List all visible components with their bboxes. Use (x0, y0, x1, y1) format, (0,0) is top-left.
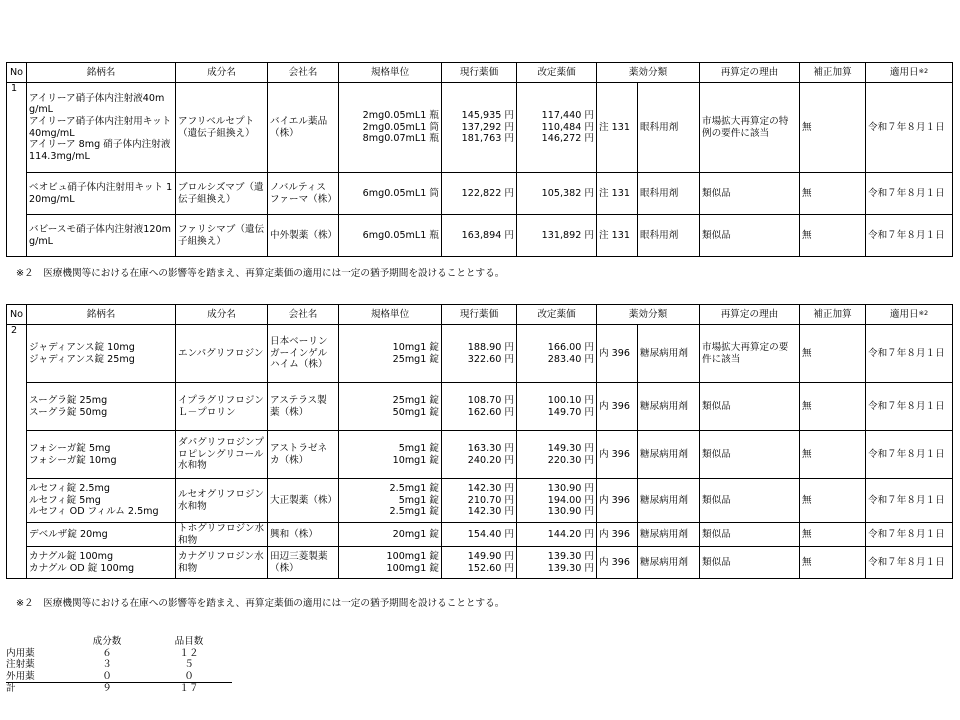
current-price-line: 122,822 円 (461, 187, 514, 199)
revised-price-line: 283.40 円 (547, 353, 594, 365)
unit-cell (339, 215, 442, 257)
revised-price-line: 220.30 円 (547, 454, 594, 466)
price-revision-table-injections (6, 62, 953, 257)
unit-line: 6mg0.05mL1 筒 (362, 187, 439, 199)
addition-cell: 無 (800, 431, 866, 479)
col-header-reason: 再算定の理由 (700, 305, 800, 325)
addition-cell: 無 (800, 547, 866, 579)
summary-header-items: 品目数 (174, 636, 204, 647)
table-row (7, 83, 953, 173)
ingredient-cell: ブロルシズマブ（遺伝子組換え） (176, 173, 268, 215)
unit-line: 8mg0.07mL1 瓶 (362, 133, 439, 145)
row-number: 1 (7, 83, 27, 257)
col-header-date (866, 305, 953, 325)
footnote-2: ※２ 医療機関等における在庫への影響等を踏まえ、再算定薬価の適用には一定の猶予期間を設けることとする。 (16, 598, 505, 609)
revised-price-cell (517, 431, 597, 479)
brand-name-cell: スーグラ錠 25mg スーグラ錠 50mg (27, 383, 176, 431)
current-price-line: 152.60 円 (467, 562, 514, 574)
summary-total-items: １７ (146, 683, 232, 695)
col-header-company: 会社名 (268, 63, 339, 83)
date-header-footnote: ※2 (918, 308, 929, 317)
col-header-reason: 再算定の理由 (700, 63, 800, 83)
summary-header-ingredients: 成分数 (92, 636, 122, 647)
col-header-revised-price: 改定薬価 (517, 63, 597, 83)
company-cell: 中外製薬（株） (268, 215, 339, 257)
summary-total-ingredients: ９ (68, 683, 146, 695)
revised-price-line: 194.00 円 (547, 494, 594, 506)
revised-price-cell (517, 83, 597, 173)
reason-cell: 市場拡大再算定の特例の要件に該当 (700, 83, 800, 173)
col-header-revised-price: 改定薬価 (517, 305, 597, 325)
unit-line: 25mg1 錠 (392, 394, 439, 406)
efficacy-code-cell: 注 131 (597, 83, 638, 173)
reason-cell: 類似品 (700, 431, 800, 479)
current-price-line: 240.20 円 (467, 454, 514, 466)
current-price-cell (442, 479, 517, 523)
footnote-1: ※２ 医療機関等における在庫への影響等を踏まえ、再算定薬価の適用には一定の猶予期間を設けることとする。 (16, 268, 505, 279)
current-price-line: 210.70 円 (467, 494, 514, 506)
unit-cell (339, 523, 442, 547)
current-price-cell (442, 431, 517, 479)
col-header-brand: 銘柄名 (27, 305, 176, 325)
unit-line: 2.5mg1 錠 (389, 483, 439, 495)
current-price-line: 163.30 円 (467, 442, 514, 454)
addition-cell: 無 (800, 215, 866, 257)
revised-price-line: 166.00 円 (547, 341, 594, 353)
brand-name-cell: ジャディアンス錠 10mg ジャディアンス錠 25mg (27, 325, 176, 383)
table-row (7, 215, 953, 257)
revised-price-cell (517, 383, 597, 431)
revised-price-line: 149.30 円 (547, 442, 594, 454)
reason-cell: 類似品 (700, 479, 800, 523)
col-header-current-price: 現行薬価 (442, 305, 517, 325)
revised-price-line: 139.30 円 (547, 562, 594, 574)
col-header-addition: 補正加算 (800, 305, 866, 325)
reason-cell: 市場拡大再算定の要件に該当 (700, 325, 800, 383)
current-price-cell (442, 173, 517, 215)
revised-price-cell (517, 523, 597, 547)
date-cell: 令和７年８月１日 (866, 523, 953, 547)
company-cell: 日本ベーリンガーインゲルハイム（株） (268, 325, 339, 383)
unit-line: 100mg1 錠 (386, 562, 439, 574)
efficacy-category-cell: 眼科用剤 (638, 215, 700, 257)
table-row (7, 325, 953, 383)
addition-cell: 無 (800, 83, 866, 173)
date-cell: 令和７年８月１日 (866, 83, 953, 173)
addition-cell: 無 (800, 383, 866, 431)
col-header-company: 会社名 (268, 305, 339, 325)
col-header-efficacy: 薬効分類 (597, 305, 700, 325)
current-price-line: 137,292 円 (461, 121, 514, 133)
current-price-line: 181,763 円 (461, 133, 514, 145)
revised-price-line: 149.70 円 (547, 406, 594, 418)
unit-line: 6mg0.05mL1 瓶 (362, 229, 439, 241)
efficacy-code-cell: 注 131 (597, 173, 638, 215)
reason-cell: 類似品 (700, 383, 800, 431)
summary-label: 外用薬 (6, 670, 35, 682)
unit-line: 10mg1 錠 (392, 454, 439, 466)
revised-price-line: 130.90 円 (547, 506, 594, 518)
table-header-row (7, 305, 953, 325)
company-cell: 興和（株） (268, 523, 339, 547)
table-row (7, 479, 953, 523)
brand-name-cell: アイリーア硝子体内注射液40mg/mL アイリーア硝子体内注射用キット 40mg/mL アイリーア 8mg 硝子体内注射液 114.3mg/mL (27, 83, 176, 173)
date-cell: 令和７年８月１日 (866, 431, 953, 479)
revised-price-line: 146,272 円 (541, 133, 594, 145)
table-row (7, 173, 953, 215)
efficacy-category-cell: 糖尿病用剤 (638, 325, 700, 383)
efficacy-category-cell: 糖尿病用剤 (638, 383, 700, 431)
col-header-no: No (7, 63, 27, 83)
summary-total-row (6, 683, 232, 695)
unit-line: 2mg0.05mL1 筒 (362, 121, 439, 133)
summary-row (6, 659, 232, 671)
reason-cell: 類似品 (700, 215, 800, 257)
summary-row (6, 671, 232, 683)
unit-line: 100mg1 錠 (386, 551, 439, 563)
summary-label: 注射薬 (6, 659, 35, 671)
ingredient-cell: カナグリフロジン水和物 (176, 547, 268, 579)
summary-table (6, 636, 232, 695)
unit-cell (339, 325, 442, 383)
efficacy-code-cell: 注 131 (597, 215, 638, 257)
date-header-label: 適用日 (889, 66, 919, 78)
revised-price-line: 105,382 円 (541, 187, 594, 199)
col-header-ingredient: 成分名 (176, 63, 268, 83)
revised-price-line: 110,484 円 (541, 121, 594, 133)
summary-header-spacer (6, 636, 68, 648)
unit-cell (339, 83, 442, 173)
col-header-unit: 規格単位 (339, 63, 442, 83)
revised-price-line: 131,892 円 (541, 229, 594, 241)
revised-price-line: 139.30 円 (547, 551, 594, 563)
current-price-line: 154.40 円 (467, 528, 514, 540)
addition-cell: 無 (800, 523, 866, 547)
table-header-row (7, 63, 953, 83)
unit-line: 10mg1 錠 (392, 341, 439, 353)
unit-cell (339, 547, 442, 579)
col-header-current-price: 現行薬価 (442, 63, 517, 83)
unit-line: 5mg1 錠 (398, 494, 439, 506)
col-header-ingredient: 成分名 (176, 305, 268, 325)
current-price-line: 142.30 円 (467, 483, 514, 495)
efficacy-category-cell: 眼科用剤 (638, 173, 700, 215)
revised-price-cell (517, 173, 597, 215)
summary-item-count: ０ (184, 670, 194, 682)
price-revision-table-oral (6, 304, 953, 579)
company-cell: 大正製薬（株） (268, 479, 339, 523)
brand-name-cell: フォシーガ錠 5mg フォシーガ錠 10mg (27, 431, 176, 479)
efficacy-code-cell: 内 396 (597, 547, 638, 579)
table-row (7, 383, 953, 431)
revised-price-line: 130.90 円 (547, 483, 594, 495)
summary-ingredient-count: ０ (102, 670, 112, 682)
summary-row (6, 648, 232, 660)
revised-price-line: 100.10 円 (547, 394, 594, 406)
table-row (7, 523, 953, 547)
row-number: 2 (7, 325, 27, 579)
summary-total-label: 計 (6, 683, 68, 695)
date-cell: 令和７年８月１日 (866, 173, 953, 215)
current-price-line: 162.60 円 (467, 406, 514, 418)
date-cell: 令和７年８月１日 (866, 479, 953, 523)
efficacy-code-cell: 内 396 (597, 431, 638, 479)
date-cell: 令和７年８月１日 (866, 547, 953, 579)
unit-cell (339, 383, 442, 431)
company-cell: バイエル薬品（株） (268, 83, 339, 173)
current-price-cell (442, 523, 517, 547)
efficacy-category-cell: 糖尿病用剤 (638, 547, 700, 579)
current-price-line: 163,894 円 (461, 229, 514, 241)
company-cell: アステラス製薬（株） (268, 383, 339, 431)
table-row (7, 547, 953, 579)
efficacy-category-cell: 眼科用剤 (638, 83, 700, 173)
efficacy-code-cell: 内 396 (597, 325, 638, 383)
efficacy-category-cell: 糖尿病用剤 (638, 431, 700, 479)
col-header-brand: 銘柄名 (27, 63, 176, 83)
current-price-line: 142.30 円 (467, 506, 514, 518)
addition-cell: 無 (800, 173, 866, 215)
summary-item-count: ５ (184, 659, 194, 671)
brand-name-cell: ベオビュ硝子体内注射用キット 120mg/mL (27, 173, 176, 215)
current-price-cell (442, 383, 517, 431)
brand-name-cell: ルセフィ錠 2.5mg ルセフィ錠 5mg ルセフィ OD フィルム 2.5mg (27, 479, 176, 523)
col-header-no: No (7, 305, 27, 325)
efficacy-code-cell: 内 396 (597, 479, 638, 523)
efficacy-category-cell: 糖尿病用剤 (638, 523, 700, 547)
ingredient-cell: イプラグリフロジン Ｌ－プロリン (176, 383, 268, 431)
brand-name-cell: デベルザ錠 20mg (27, 523, 176, 547)
summary-header-row (6, 636, 232, 648)
addition-cell: 無 (800, 479, 866, 523)
col-header-date (866, 63, 953, 83)
unit-cell (339, 431, 442, 479)
table-row (7, 431, 953, 479)
unit-line: 25mg1 錠 (392, 353, 439, 365)
revised-price-cell (517, 547, 597, 579)
current-price-cell (442, 547, 517, 579)
date-cell: 令和７年８月１日 (866, 215, 953, 257)
revised-price-cell (517, 479, 597, 523)
current-price-line: 149.90 円 (467, 551, 514, 563)
unit-cell (339, 173, 442, 215)
current-price-cell (442, 325, 517, 383)
unit-line: 5mg1 錠 (398, 442, 439, 454)
ingredient-cell: アフリベルセプト（遺伝子組換え） (176, 83, 268, 173)
company-cell: アストラゼネカ（株） (268, 431, 339, 479)
unit-line: 20mg1 錠 (392, 528, 439, 540)
revised-price-cell (517, 325, 597, 383)
ingredient-cell: ルセオグリフロジン水和物 (176, 479, 268, 523)
ingredient-cell: トホグリフロジン水和物 (176, 523, 268, 547)
current-price-line: 108.70 円 (467, 394, 514, 406)
col-header-efficacy: 薬効分類 (597, 63, 700, 83)
current-price-line: 145,935 円 (461, 110, 514, 122)
date-header-footnote: ※2 (918, 66, 929, 75)
date-header-label: 適用日 (889, 308, 919, 320)
summary-ingredient-count: ６ (102, 647, 112, 659)
current-price-cell (442, 215, 517, 257)
revised-price-cell (517, 215, 597, 257)
col-header-unit: 規格単位 (339, 305, 442, 325)
unit-cell (339, 479, 442, 523)
date-cell: 令和７年８月１日 (866, 383, 953, 431)
summary-item-count: １２ (179, 647, 199, 659)
reason-cell: 類似品 (700, 523, 800, 547)
efficacy-code-cell: 内 396 (597, 523, 638, 547)
unit-line: 50mg1 錠 (392, 406, 439, 418)
date-cell: 令和７年８月１日 (866, 325, 953, 383)
ingredient-cell: エンパグリフロジン (176, 325, 268, 383)
efficacy-code-cell: 内 396 (597, 383, 638, 431)
unit-line: 2.5mg1 錠 (389, 506, 439, 518)
company-cell: 田辺三菱製薬（株） (268, 547, 339, 579)
summary-ingredient-count: ３ (102, 659, 112, 671)
current-price-line: 322.60 円 (467, 353, 514, 365)
unit-line: 2mg0.05mL1 瓶 (362, 110, 439, 122)
reason-cell: 類似品 (700, 547, 800, 579)
brand-name-cell: カナグル錠 100mg カナグル OD 錠 100mg (27, 547, 176, 579)
efficacy-category-cell: 糖尿病用剤 (638, 479, 700, 523)
col-header-addition: 補正加算 (800, 63, 866, 83)
ingredient-cell: ダパグリフロジンプロピレングリコール水和物 (176, 431, 268, 479)
summary-label: 内用薬 (6, 647, 35, 659)
current-price-line: 188.90 円 (467, 341, 514, 353)
reason-cell: 類似品 (700, 173, 800, 215)
addition-cell: 無 (800, 325, 866, 383)
current-price-cell (442, 83, 517, 173)
brand-name-cell: バビースモ硝子体内注射液120mg/mL (27, 215, 176, 257)
revised-price-line: 144.20 円 (547, 528, 594, 540)
company-cell: ノバルティス ファーマ（株） (268, 173, 339, 215)
ingredient-cell: ファリシマブ（遺伝子組換え） (176, 215, 268, 257)
revised-price-line: 117,440 円 (541, 110, 594, 122)
